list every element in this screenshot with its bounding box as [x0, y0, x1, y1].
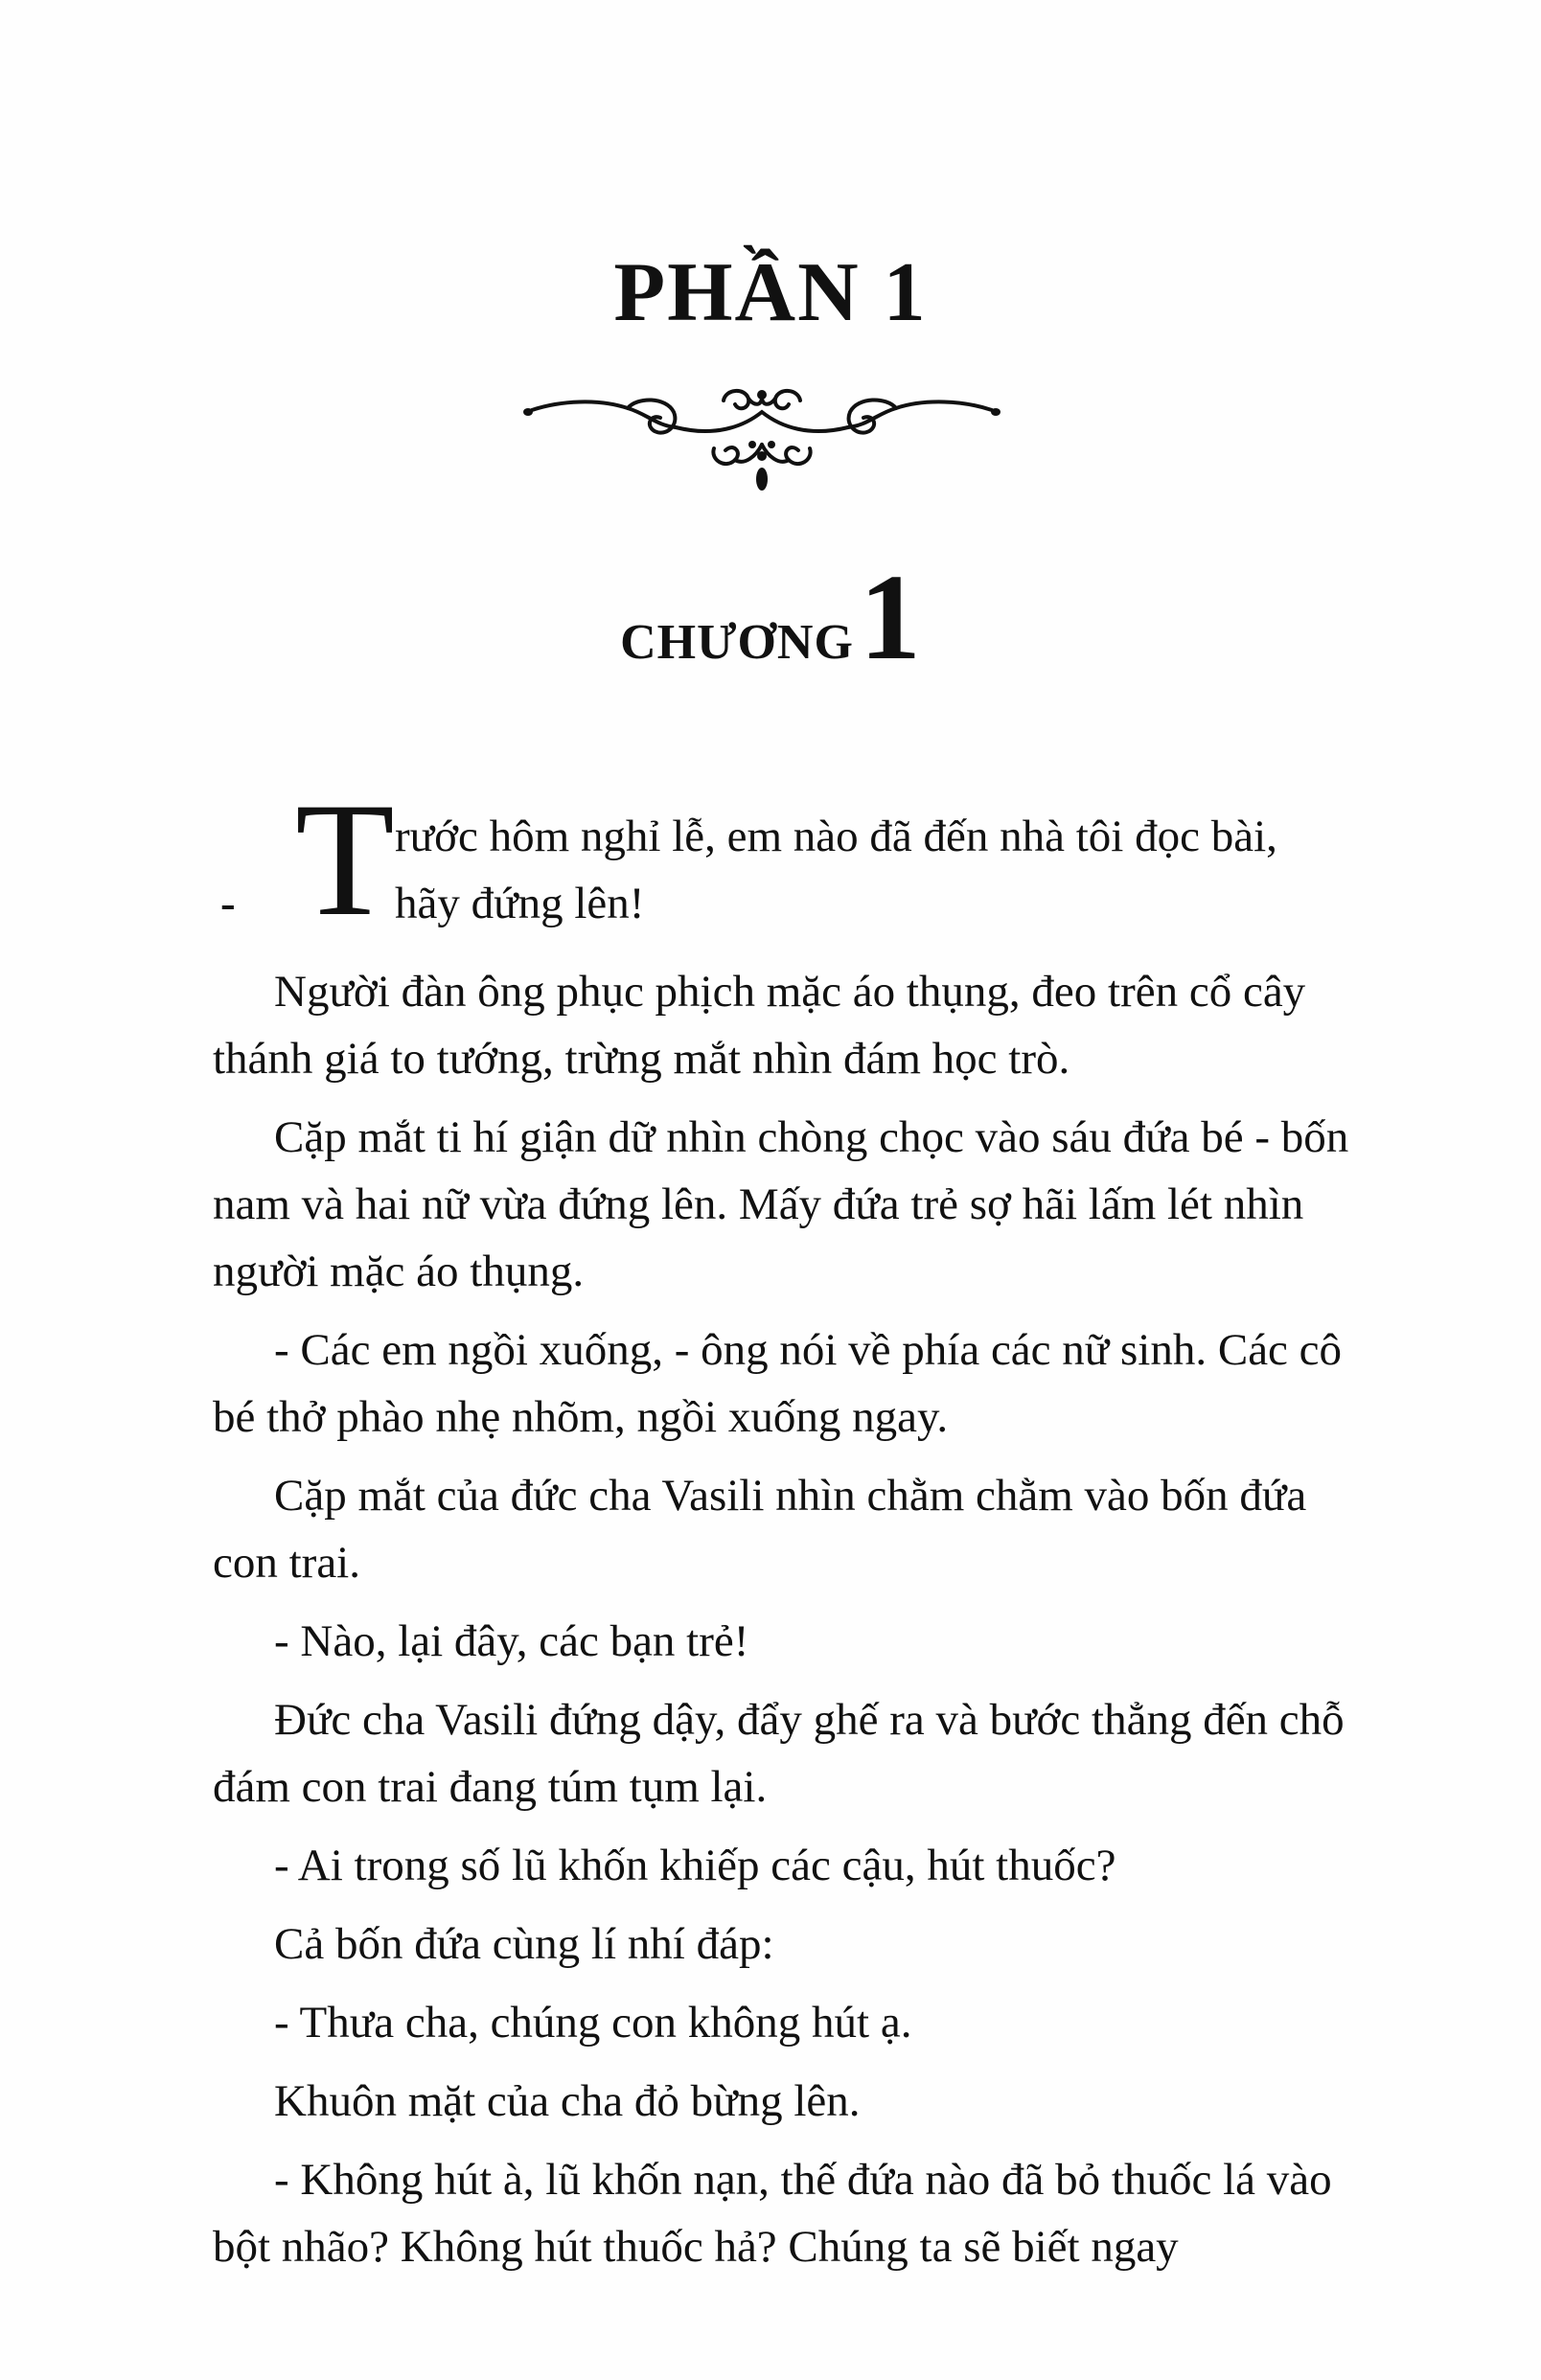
- paragraph: - Không hút à, lũ khốn nạn, thế đứa nào đã bỏ thuốc lá vào bột nhão? Không hút thuốc hả? Chúng ta sẽ biết ngay: [213, 2155, 1332, 2272]
- chapter-heading: [0, 549, 1541, 685]
- paragraph: - Nào, lại đây, các bạn trẻ!: [274, 1616, 749, 1666]
- paragraph: Cả bốn đứa cùng lí nhí đáp:: [274, 1919, 774, 1969]
- opening-line-1: rước hôm nghỉ lễ, em nào đã đến nhà tôi đọc bài,: [395, 812, 1277, 861]
- paragraph: Cặp mắt của đức cha Vasili nhìn chằm chằm vào bốn đứa con trai.: [213, 1471, 1307, 1588]
- paragraph: Khuôn mặt của cha đỏ bừng lên.: [274, 2076, 861, 2126]
- paragraph: - Thưa cha, chúng con không hút ạ.: [274, 1998, 912, 2048]
- ornament-divider-icon: [522, 383, 1001, 508]
- paragraph: - Ai trong số lũ khốn khiếp các cậu, hút thuốc?: [274, 1841, 1116, 1890]
- paragraph: - Các em ngồi xuống, - ông nói về phía các nữ sinh. Các cô bé thở phào nhẹ nhõm, ngồi xuống ngay.: [213, 1325, 1343, 1442]
- chapter-number: 1: [859, 549, 921, 685]
- paragraph: Người đàn ông phục phịch mặc áo thụng, đeo trên cổ cây thánh giá to tướng, trừng mắt nhìn đám học trò.: [213, 967, 1306, 1084]
- paragraph: Cặp mắt ti hí giận dữ nhìn chòng chọc vào sáu đứa bé - bốn nam và hai nữ vừa đứng lên. Mấy đứa trẻ sợ hãi lấm lét nhìn người mặc áo thụng.: [213, 1112, 1349, 1296]
- chapter-word: CHƯƠNG: [620, 615, 854, 670]
- paragraph: Đức cha Vasili đứng dậy, đẩy ghế ra và bước thẳng đến chỗ đám con trai đang túm tụm lại.: [213, 1695, 1345, 1812]
- opening-line-2: hãy đứng lên!: [395, 879, 645, 928]
- chapter-body: [213, 769, 1380, 2292]
- part-title: PHẦN 1: [613, 246, 928, 339]
- opening-paragraph: [213, 769, 1380, 950]
- dialogue-dash: -: [220, 879, 236, 928]
- drop-cap: T: [295, 769, 395, 950]
